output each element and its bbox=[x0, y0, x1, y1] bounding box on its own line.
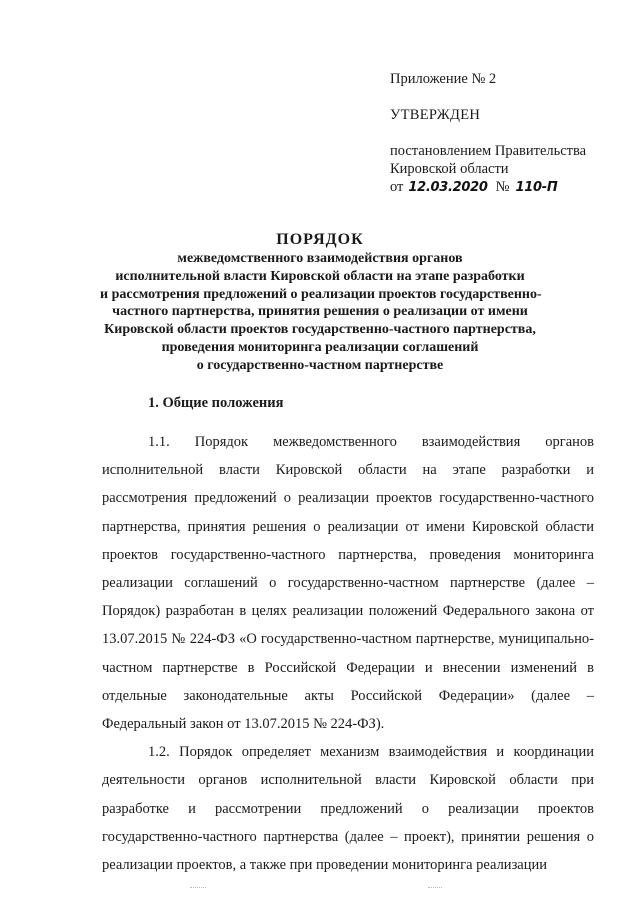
title-line: и рассмотрения предложений о реализации проектов государственно- bbox=[100, 286, 542, 302]
section-heading: 1. Общие положения bbox=[148, 395, 284, 411]
resolution-line-2: Кировской области bbox=[390, 161, 509, 177]
resolution-line-1: постановлением Правительства bbox=[390, 143, 587, 159]
title-main: ПОРЯДОК bbox=[276, 231, 364, 248]
title-line: межведомственного взаимодействия органов bbox=[177, 251, 463, 266]
title-line: о государственно-частном партнерстве bbox=[196, 357, 444, 373]
approved-label: УТВЕРЖДЕН bbox=[390, 107, 481, 123]
resolution-date-line bbox=[390, 178, 630, 197]
title-line: частного партнерства, принятия решения о реализации от имени bbox=[112, 304, 528, 320]
scan-artifact bbox=[428, 887, 442, 889]
handwritten-number: 110-П bbox=[515, 180, 558, 195]
appendix-label: Приложение № 2 bbox=[390, 71, 497, 87]
approval-block bbox=[390, 70, 630, 197]
document-title bbox=[100, 230, 540, 375]
handwritten-date: 12.03.2020 bbox=[408, 180, 488, 195]
from-label: от bbox=[390, 179, 404, 195]
title-line: Кировской области проектов государственно-частного партнерства, bbox=[104, 322, 536, 338]
scan-artifact bbox=[190, 887, 206, 889]
title-line: исполнительной власти Кировской области на этапе разработки bbox=[115, 268, 525, 284]
document-body bbox=[102, 428, 594, 879]
title-subtitle bbox=[100, 250, 540, 375]
paragraph-1-2: 1.2. Порядок определяет механизм взаимодействия и координации деятельности органов исполнительной власти Кировской области при разработке и рассмотрении предложений о реализации проектов государственно-частного партнерства (далее – проект), принятии решения о реализации проектов, а также при проведении мониторинга реализации bbox=[102, 744, 594, 874]
paragraph-1-1: 1.1. Порядок межведомственного взаимодействия органов исполнительной власти Кировской области на этапе разработки и рассмотрения предложений о реализации проектов государственно-частного партнерства, принятия решения о реализации от имени Кировской области проектов государственно-частного партнерства, проведения мониторинга реализации соглашений о государственно-частном партнерстве (далее – Порядок) разработан в целях реализации положений Федерального закона от 13.07.2015 № 224-ФЗ «О государственно-частном партнерстве, муниципально-частном партнерстве в Российской Федерации и внесении изменений в отдельные законодательные акты Российской Федерации» (далее – Федеральный закон от 13.07.2015 № 224-ФЗ). bbox=[102, 434, 594, 733]
number-sign: № bbox=[495, 179, 510, 195]
title-line: проведения мониторинга реализации соглашений bbox=[161, 339, 479, 355]
